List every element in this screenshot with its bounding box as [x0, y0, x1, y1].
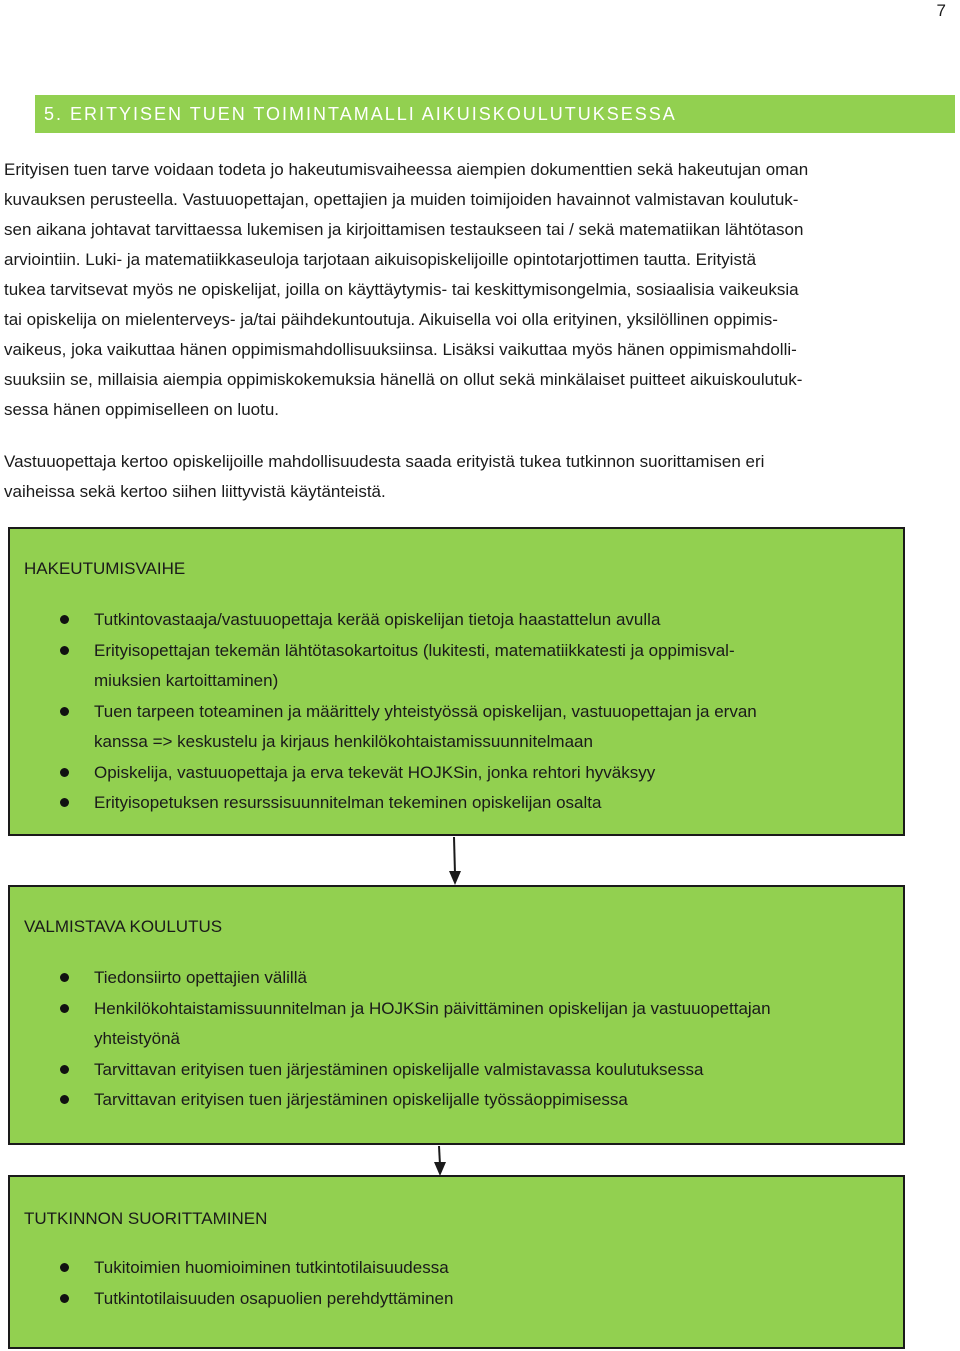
phase-bullet-list: [10, 1253, 890, 1314]
bullet-text: Tutkintovastaaja/vastuuopettaja kerää opiskelijan tietoja haastattelun avulla: [94, 610, 661, 629]
phase-box-tutkinnon-suorittaminen: [8, 1175, 905, 1349]
bullet-item: [10, 1085, 890, 1116]
bullet-icon: [60, 1065, 69, 1074]
bullet-text: kanssa => keskustelu ja kirjaus henkilökohtaistamissuunnitelmaan: [94, 732, 593, 751]
paragraph-line: vaiheissa sekä kertoo siihen liittyvistä käytänteistä.: [4, 482, 386, 501]
paragraph-line: suuksiin se, millaisia aiempia oppimiskokemuksia hänellä on ollut sekä minkälaiset puitteet aikuiskoulutuk-: [4, 370, 803, 389]
bullet-icon: [60, 615, 69, 624]
bullet-icon: [60, 1004, 69, 1013]
phase-title: VALMISTAVA KOULUTUS: [24, 917, 223, 936]
phase-bullet-list: [10, 605, 890, 819]
bullet-text: Henkilökohtaistamissuunnitelman ja HOJKSin päivittäminen opiskelijan ja vastuuopettajan: [94, 998, 771, 1018]
bullet-icon: [60, 798, 69, 807]
bullet-icon: [60, 1263, 69, 1272]
bullet-text: Tiedonsiirto opettajien välillä: [94, 968, 307, 987]
bullet-text: Tutkintotilaisuuden osapuolien perehdyttäminen: [94, 1288, 454, 1308]
bullet-icon: [60, 768, 69, 777]
phase-bullet-list: [10, 963, 890, 1116]
bullet-item: [10, 1055, 890, 1086]
bullet-text: Tarvittavan erityisen tuen järjestäminen opiskelijalle työssäoppimisessa: [94, 1090, 628, 1109]
paragraph-line: sen aikana johtavat tarvittaessa lukemisen ja kirjoittamisen testaukseen tai / sekä matematiikan lähtötason: [4, 220, 804, 239]
bullet-item: [10, 994, 890, 1055]
bullet-icon: [60, 1294, 69, 1303]
paragraph-line: Vastuuopettaja kertoo opiskelijoille mahdollisuudesta saada erityistä tukea tutkinnon suorittamisen eri: [4, 452, 765, 471]
bullet-item: [10, 605, 890, 636]
bullet-item: [10, 963, 890, 994]
flow-arrow-icon: [425, 1145, 455, 1177]
bullet-item: [10, 788, 890, 819]
phase-box-hakeutumisvaihe: [8, 527, 905, 836]
bullet-text: Tarvittavan erityisen tuen järjestäminen opiskelijalle valmistavassa koulutuksessa: [94, 1059, 704, 1079]
page-number: 7: [936, 1, 946, 20]
paragraph-line: sessa hänen oppimiselleen on luotu.: [4, 400, 280, 419]
bullet-item: [10, 1253, 890, 1284]
bullet-item: [10, 758, 890, 789]
phase-box-valmistava-koulutus: [8, 885, 905, 1145]
paragraph-line: tukea tarvitsevat myös ne opiskelijat, joilla on käyttäytymis- tai keskittymisongelmia, sosiaalisia vaikeuksia: [4, 280, 799, 299]
phase-title: TUTKINNON SUORITTAMINEN: [24, 1209, 268, 1228]
bullet-item: [10, 697, 890, 758]
paragraph-line: Erityisen tuen tarve voidaan todeta jo hakeutumisvaiheessa aiempien dokumenttien sekä hakeutujan oman: [4, 160, 809, 179]
bullet-icon: [60, 973, 69, 982]
bullet-item: [10, 1284, 890, 1315]
paragraph-line: vaikeus, joka vaikuttaa hänen oppimismahdollisuuksiinsa. Lisäksi vaikuttaa myös hänen oppimismahdolli-: [4, 340, 797, 359]
bullet-icon: [60, 1095, 69, 1104]
bullet-text: Erityisopetuksen resurssisuunnitelman tekeminen opiskelijan osalta: [94, 793, 602, 812]
bullet-icon: [60, 646, 69, 655]
phase-title: HAKEUTUMISVAIHE: [24, 559, 186, 578]
bullet-text: Opiskelija, vastuuopettaja ja erva tekevät HOJKSin, jonka rehtori hyväksyy: [94, 762, 656, 782]
bullet-text: Tukitoimien huomioiminen tutkintotilaisuudessa: [94, 1258, 449, 1277]
paragraph-line: tai opiskelija on mielenterveys- ja/tai päihdekuntoutuja. Aikuisella voi olla erityinen, yksilöllinen oppimis-: [4, 310, 778, 329]
bullet-icon: [60, 707, 69, 716]
second-paragraph: [4, 447, 952, 507]
bullet-item: [10, 636, 890, 697]
flow-arrow-icon: [440, 836, 470, 886]
paragraph-line: arviointiin. Luki- ja matematiikkaseuloja tarjotaan aikuisopiskelijoille opintotarjottimen tautta. Erityistä: [4, 250, 757, 269]
paragraph-line: kuvauksen perusteella. Vastuuopettajan, opettajien ja muiden toimijoiden havainnot valmistavan koulutuk-: [4, 190, 799, 209]
bullet-text: miuksien kartoittaminen): [94, 671, 279, 690]
bullet-text: yhteistyönä: [94, 1029, 180, 1048]
bullet-text: Erityisopettajan tekemän lähtötasokartoitus (lukitesti, matematiikkatesti ja oppimisval-: [94, 640, 735, 660]
bullet-text: Tuen tarpeen toteaminen ja määrittely yhteistyössä opiskelijan, vastuuopettajan ja ervan: [94, 701, 757, 721]
intro-paragraph: [4, 155, 952, 425]
section-heading: 5. ERITYISEN TUEN TOIMINTAMALLI AIKUISKOULUTUKSESSA: [35, 95, 955, 133]
